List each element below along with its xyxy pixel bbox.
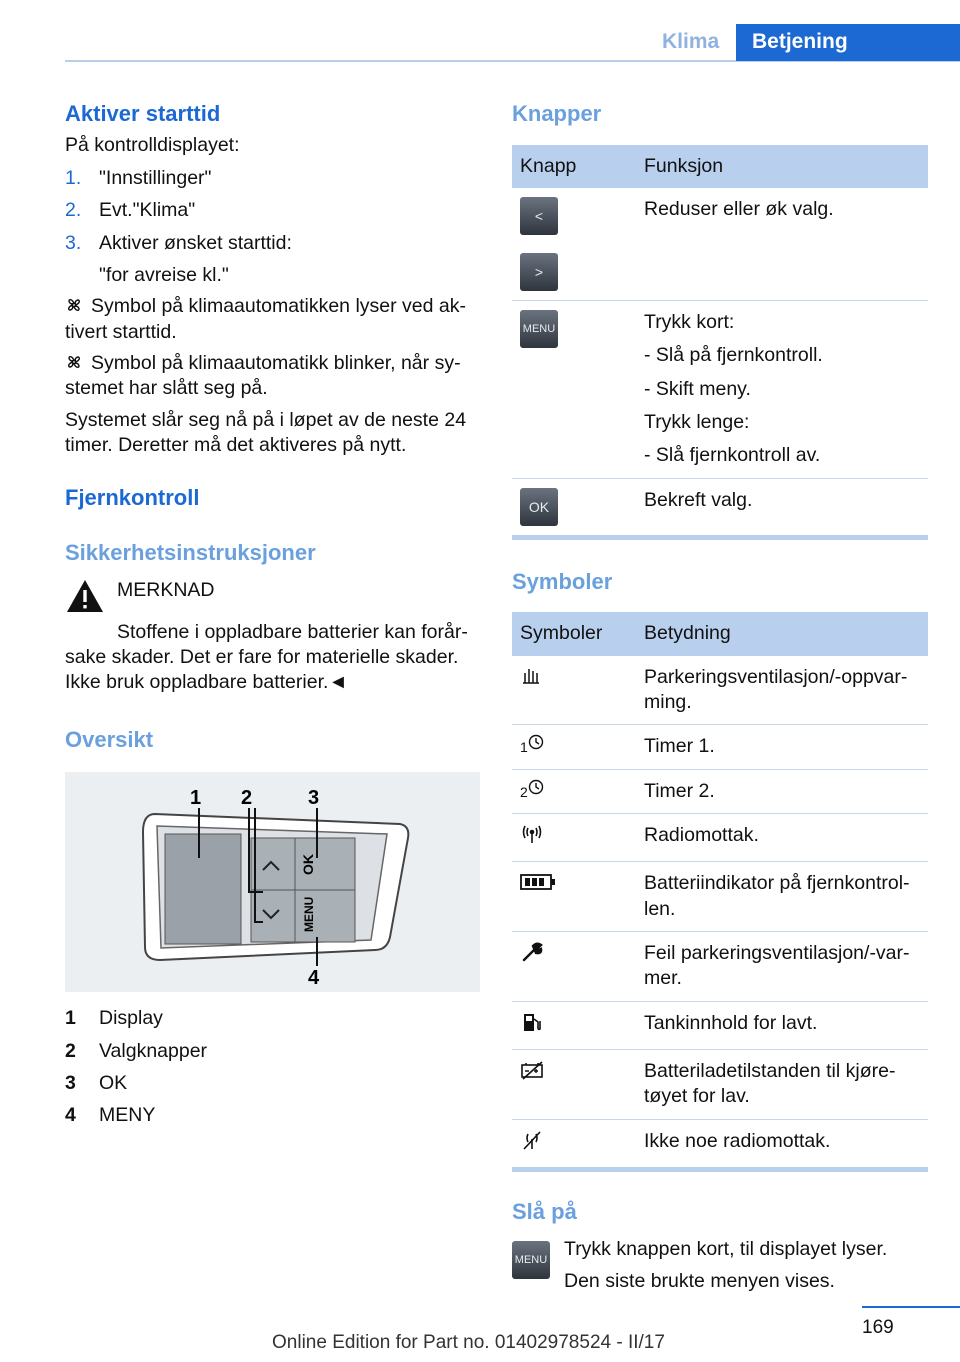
- table-cell: Ikke noe radiomottak.: [644, 1129, 831, 1152]
- table-row: [512, 1050, 928, 1120]
- table-header: Knapp: [512, 145, 636, 188]
- right-column: [512, 100, 928, 1294]
- table-row: [512, 188, 928, 301]
- section-title-switch-on: Slå på: [512, 1199, 577, 1225]
- table-cell: Timer 1.: [636, 725, 928, 769]
- table-cell: Timer 2.: [636, 769, 928, 813]
- fan-icon: [65, 296, 83, 314]
- table-row: [512, 725, 928, 769]
- warning-block: [65, 578, 480, 614]
- table-header-row: [512, 612, 928, 655]
- table-row: [512, 932, 928, 1002]
- figure-ok-label: OK: [300, 854, 316, 876]
- warning-icon: [65, 578, 105, 614]
- list-item: 2 Valgknapper: [65, 1039, 208, 1062]
- timer-2-icon: 2: [520, 784, 544, 800]
- figure-callout-1: 1: [190, 787, 202, 810]
- table-row: [512, 478, 928, 535]
- figure-callout-3: 3: [308, 787, 320, 810]
- table-header: Funksjon: [636, 145, 928, 188]
- no-radio-icon: [520, 1129, 544, 1151]
- chevron-right-icon: >: [520, 253, 558, 291]
- table-header: Betydning: [636, 612, 928, 655]
- footer-rule: [862, 1306, 960, 1308]
- table-row: [512, 656, 928, 725]
- table-cell: Batteriindikator på fjernkontrol-len.: [636, 862, 928, 932]
- table-cell: Batteriladetilstanden til kjøre-tøyet for lav.: [636, 1050, 928, 1120]
- symbols-table: [512, 612, 928, 1167]
- switch-on-block: [512, 1237, 928, 1295]
- header-chapter: Betjening: [736, 24, 960, 61]
- battery-icon: [520, 871, 556, 893]
- step-sub-text: "for avreise kl.": [99, 263, 229, 286]
- list-item: 4 MENY: [65, 1104, 156, 1127]
- table-header-row: [512, 145, 928, 188]
- radio-reception-icon: [520, 823, 544, 845]
- table-row: [512, 769, 928, 813]
- buttons-table: [512, 145, 928, 535]
- section-title-overview: Oversikt: [65, 726, 154, 752]
- table-row: [512, 1119, 928, 1167]
- steps-list: [65, 166, 480, 288]
- table-header: Symboler: [512, 612, 636, 655]
- figure-menu-label: MENU: [302, 896, 316, 933]
- timer-1-icon: 1: [520, 739, 544, 755]
- list-item: 2. Evt."Klima": [65, 199, 196, 222]
- figure-callout-2: 2: [241, 787, 253, 810]
- menu-button-icon: MENU: [512, 1241, 550, 1279]
- section-title-buttons: Knapper: [512, 101, 602, 126]
- table-row: [512, 300, 928, 478]
- section-title-remote: Fjernkontroll: [65, 485, 200, 511]
- remote-key-illustration: [65, 772, 480, 992]
- table-cell: Reduser eller øk valg.: [636, 188, 928, 301]
- warning-label: MERKNAD: [117, 578, 215, 601]
- table-row: [512, 862, 928, 932]
- symbol-note-1: Symbol på klimaautomatikken lyser ved ak-tivert starttid.: [65, 295, 466, 343]
- page-number: 169: [862, 1317, 894, 1338]
- header-section: Klima: [662, 30, 720, 53]
- table-end-rule: [512, 535, 928, 540]
- section-title-starttid: Aktiver starttid: [65, 101, 221, 126]
- table-cell: Radiomottak.: [636, 813, 928, 861]
- edition-text: Online Edition for Part no. 01402978524 - II/17: [272, 1332, 665, 1353]
- table-row: [512, 813, 928, 861]
- list-item: 3 OK: [65, 1071, 128, 1094]
- table-cell: Trykk kort: - Slå på fjernkontroll. - Skift meny. Trykk lenge: - Slå fjernkontroll av.: [636, 300, 928, 478]
- menu-button-icon: MENU: [520, 310, 558, 348]
- figure-callout-4: 4: [308, 967, 320, 990]
- table-end-rule: [512, 1167, 928, 1172]
- intro-text: På kontrolldisplayet:: [65, 133, 240, 156]
- section-title-safety: Sikkerhetsinstruksjoner: [65, 539, 316, 565]
- left-column: [65, 100, 480, 1136]
- table-cell: Bekreft valg.: [644, 488, 753, 511]
- table-row: [512, 1001, 928, 1049]
- table-cell: Tankinnhold for lavt.: [636, 1001, 928, 1049]
- list-item: 1. "Innstillinger": [65, 166, 212, 189]
- symbol-note-2: Symbol på klimaautomatikk blinker, når sy-stemet har slått seg på.: [65, 352, 461, 400]
- system-text: Systemet slår seg nå på i løpet av de neste 24 timer. Deretter må det aktiveres på nytt.: [65, 408, 467, 457]
- figure-legend: [65, 1006, 480, 1128]
- ventilation-icon: [520, 665, 544, 687]
- chevron-left-icon: <: [520, 197, 558, 235]
- wrench-icon: [520, 941, 544, 963]
- table-cell: Feil parkeringsventilasjon/-var-mer.: [636, 932, 928, 1002]
- switch-on-text: Den siste brukte menyen vises.: [564, 1270, 835, 1292]
- warning-text: Stoffene i oppladbare batterier kan forår-sake skader. Det er fare for materielle skader. Ikke bruk oppladbare batterier.◄: [65, 620, 468, 694]
- car-battery-icon: [520, 1059, 544, 1081]
- ok-button-icon: OK: [520, 488, 558, 526]
- fuel-pump-icon: [520, 1011, 544, 1033]
- switch-on-text: Trykk knappen kort, til displayet lyser.: [564, 1237, 888, 1260]
- section-title-symbols: Symboler: [512, 568, 613, 594]
- list-item: 3. Aktiver ønsket starttid:: [65, 231, 292, 254]
- table-cell: Parkeringsventilasjon/-oppvar-ming.: [636, 656, 928, 725]
- fan-icon: [65, 353, 83, 371]
- remote-figure: [65, 772, 480, 992]
- list-item: 1 Display: [65, 1007, 163, 1030]
